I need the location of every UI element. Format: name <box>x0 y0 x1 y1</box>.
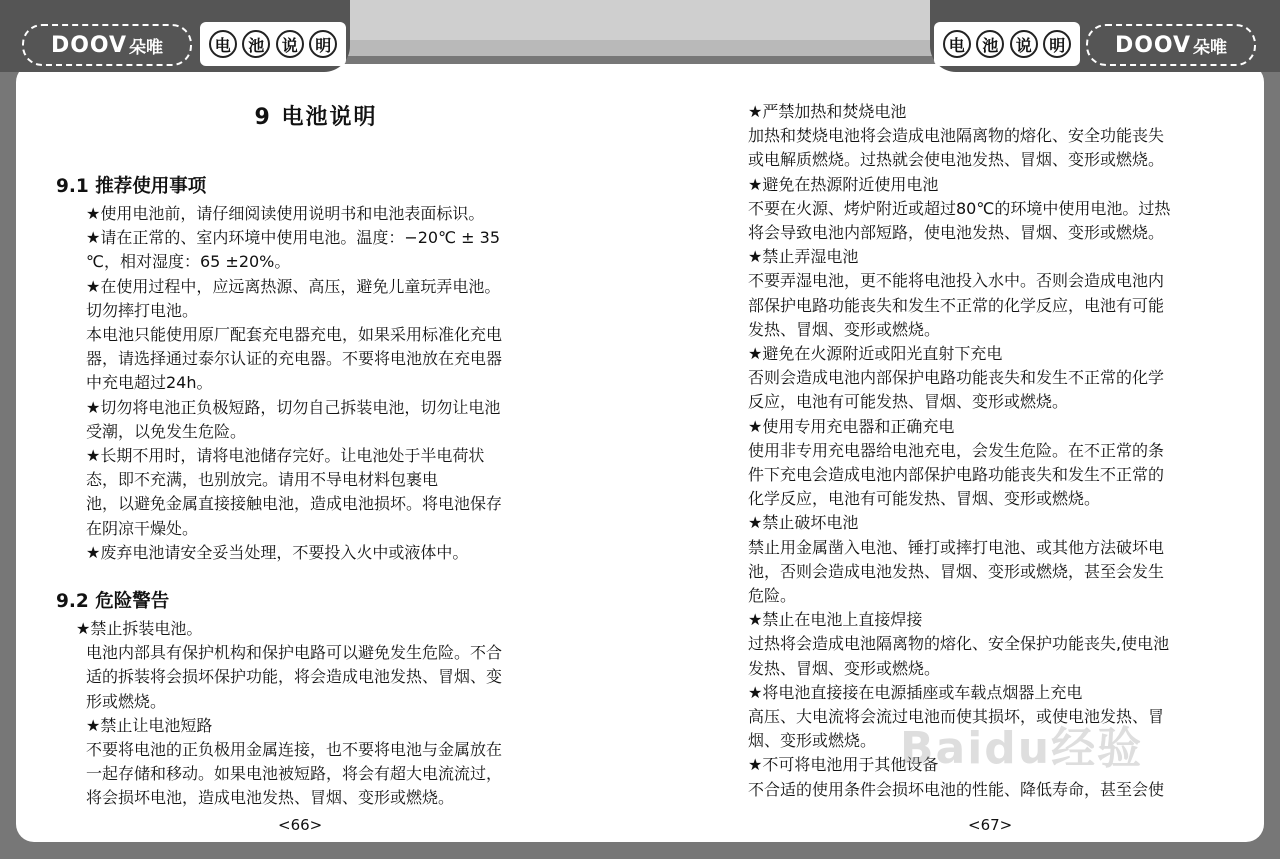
title-char: 说 <box>276 30 304 58</box>
body-line: 烟、变形或燃烧。 <box>748 731 877 751</box>
section-gap <box>56 565 576 589</box>
body-line: 态，即不充满，也别放完。请用不导电材料包裹电 <box>86 470 439 490</box>
header-title-left <box>200 22 346 66</box>
body-line: ★禁止弄湿电池 <box>748 247 859 267</box>
body-line: ★禁止在电池上直接焊接 <box>748 610 923 630</box>
body-line: 将会导致电池内部短路，使电池发热、冒烟、变形或燃烧。 <box>748 223 1165 243</box>
body-line: 在阴凉干燥处。 <box>86 518 199 538</box>
body-line: 件下充电会造成电池内部保护电路功能丧失和发生不正常的 <box>748 465 1165 485</box>
left-page-content <box>56 100 576 811</box>
title-char: 电 <box>943 30 971 58</box>
body-line: 池，否则会造成电池发热、冒烟、变形或燃烧，甚至会发生 <box>748 561 1165 581</box>
title-char: 电 <box>209 30 237 58</box>
body-line: ★禁止让电池短路 <box>86 715 213 735</box>
body-line: 切勿摔打电池。 <box>86 300 199 320</box>
body-line: 适的拆装将会损坏保护功能，将会造成电池发热、冒烟、变 <box>86 667 503 687</box>
body-line: ★废弃电池请安全妥当处理，不要投入火中或液体中。 <box>86 542 469 562</box>
body-line: 将会损坏电池，造成电池发热、冒烟、变形或燃烧。 <box>86 788 455 808</box>
body-line: 不要在火源、烤炉附近或超过80℃的环境中使用电池。过热 <box>748 198 1171 218</box>
body-line: ★切勿将电池正负极短路，切勿自己拆装电池，切勿让电池 <box>86 397 501 417</box>
body-line: 器，请选择通过泰尔认证的充电器。不要将电池放在充电器 <box>86 349 503 369</box>
brand-logo-cn: 朵唯 <box>129 37 164 58</box>
right-page-content <box>748 100 1228 802</box>
body-line: 否则会造成电池内部保护电路功能丧失和发生不正常的化学 <box>748 368 1165 388</box>
body-line: 本电池只能使用原厂配套充电器充电，如果采用标准化充电 <box>86 325 503 345</box>
body-line: 不要弄湿电池，更不能将电池投入水中。否则会造成电池内 <box>748 271 1165 291</box>
body-line: 电池内部具有保护机构和保护电路可以避免发生危险。不合 <box>86 643 503 663</box>
body-line: 形或燃烧。 <box>86 691 167 711</box>
body-line: 池，以避免金属直接接触电池，造成电池损坏。将电池保存 <box>86 494 503 514</box>
page-number-right: <67> <box>968 816 1013 834</box>
body-line: 部保护电路功能丧失和发生不正常的化学反应，电池有可能 <box>748 295 1165 315</box>
body-line: ★在使用过程中，应远离热源、高压，避免儿童玩弄电池。 <box>86 276 501 296</box>
body-line: 中充电超过24h。 <box>86 373 213 393</box>
brand-logo-right <box>1086 24 1256 66</box>
body-line: ★使用电池前，请仔细阅读使用说明书和电池表面标识。 <box>86 204 485 223</box>
top-center-band <box>332 0 946 40</box>
section-title: 9.1 推荐使用事项 <box>56 176 207 197</box>
title-char: 池 <box>242 30 270 58</box>
body-line: 或电解质燃烧。过热就会使电池发热、冒烟、变形或燃烧。 <box>748 150 1165 170</box>
body-line: 发热、冒烟、变形或燃烧。 <box>748 319 941 339</box>
top-center-strip <box>332 40 946 56</box>
body-line: 使用非专用充电器给电池充电，会发生危险。在不正常的条 <box>748 440 1165 460</box>
body-line: ★长期不用时，请将电池储存完好。让电池处于半电荷状 <box>86 446 485 466</box>
body-line: 高压、大电流将会流过电池而使其损坏，或使电池发热、冒 <box>748 707 1165 727</box>
body-line: 危险。 <box>748 586 797 606</box>
title-char: 明 <box>1043 30 1071 58</box>
body-line: 过热将会造成电池隔离物的熔化、安全保护功能丧失,使电池 <box>748 634 1170 654</box>
body-line: 一起存储和移动。如果电池被短路，将会有超大电流流过， <box>86 764 503 784</box>
body-line: 化学反应，电池有可能发热、冒烟、变形或燃烧。 <box>748 489 1101 509</box>
title-char: 明 <box>309 30 337 58</box>
title-char: 说 <box>1010 30 1038 58</box>
brand-logo-text: DOOV <box>1114 32 1192 58</box>
body-line: ★避免在火源附近或阳光直射下充电 <box>748 344 1003 364</box>
left-sections <box>56 174 576 811</box>
brand-logo-left <box>22 24 192 66</box>
page-number-left: <66> <box>278 816 323 834</box>
body-line: 受潮，以免发生危险。 <box>86 421 247 441</box>
body-line: ★不可将电池用于其他设备 <box>748 755 939 775</box>
body-line: ★请在正常的、室内环境中使用电池。温度：−20℃ ± 35 <box>86 228 501 248</box>
brand-logo-cn: 朵唯 <box>1193 37 1228 58</box>
body-line: ★严禁加热和焚烧电池 <box>748 102 907 121</box>
section-title: 9.2 危险警告 <box>56 591 170 613</box>
header-title-right <box>934 22 1080 66</box>
body-line: ★将电池直接接在电源插座或车载点烟器上充电 <box>748 682 1083 702</box>
body-line: ★使用专用充电器和正确充电 <box>748 416 955 436</box>
chapter-title: 9 电池说明 <box>254 105 378 130</box>
body-line: 不合适的使用条件会损坏电池的性能、降低寿命，甚至会使 <box>748 779 1165 799</box>
body-line: 不要将电池的正负极用金属连接，也不要将电池与金属放在 <box>86 740 503 760</box>
body-line: ★避免在热源附近使用电池 <box>748 174 939 194</box>
watermark: Baidu经验 <box>900 723 1144 774</box>
title-char: 池 <box>976 30 1004 58</box>
body-line: 发热、冒烟、变形或燃烧。 <box>748 658 941 678</box>
body-line: ℃，相对湿度：65 ±20%。 <box>86 252 291 272</box>
brand-logo-text: DOOV <box>50 32 128 58</box>
body-line: 加热和焚烧电池将会造成电池隔离物的熔化、安全功能丧失 <box>748 126 1165 146</box>
body-line: ★禁止破坏电池 <box>748 513 859 533</box>
body-line: ★禁止拆装电池。 <box>76 619 203 639</box>
body-line: 禁止用金属凿入电池、锤打或摔打电池、或其他方法破坏电 <box>748 537 1165 557</box>
body-line: 反应，电池有可能发热、冒烟、变形或燃烧。 <box>748 392 1069 412</box>
